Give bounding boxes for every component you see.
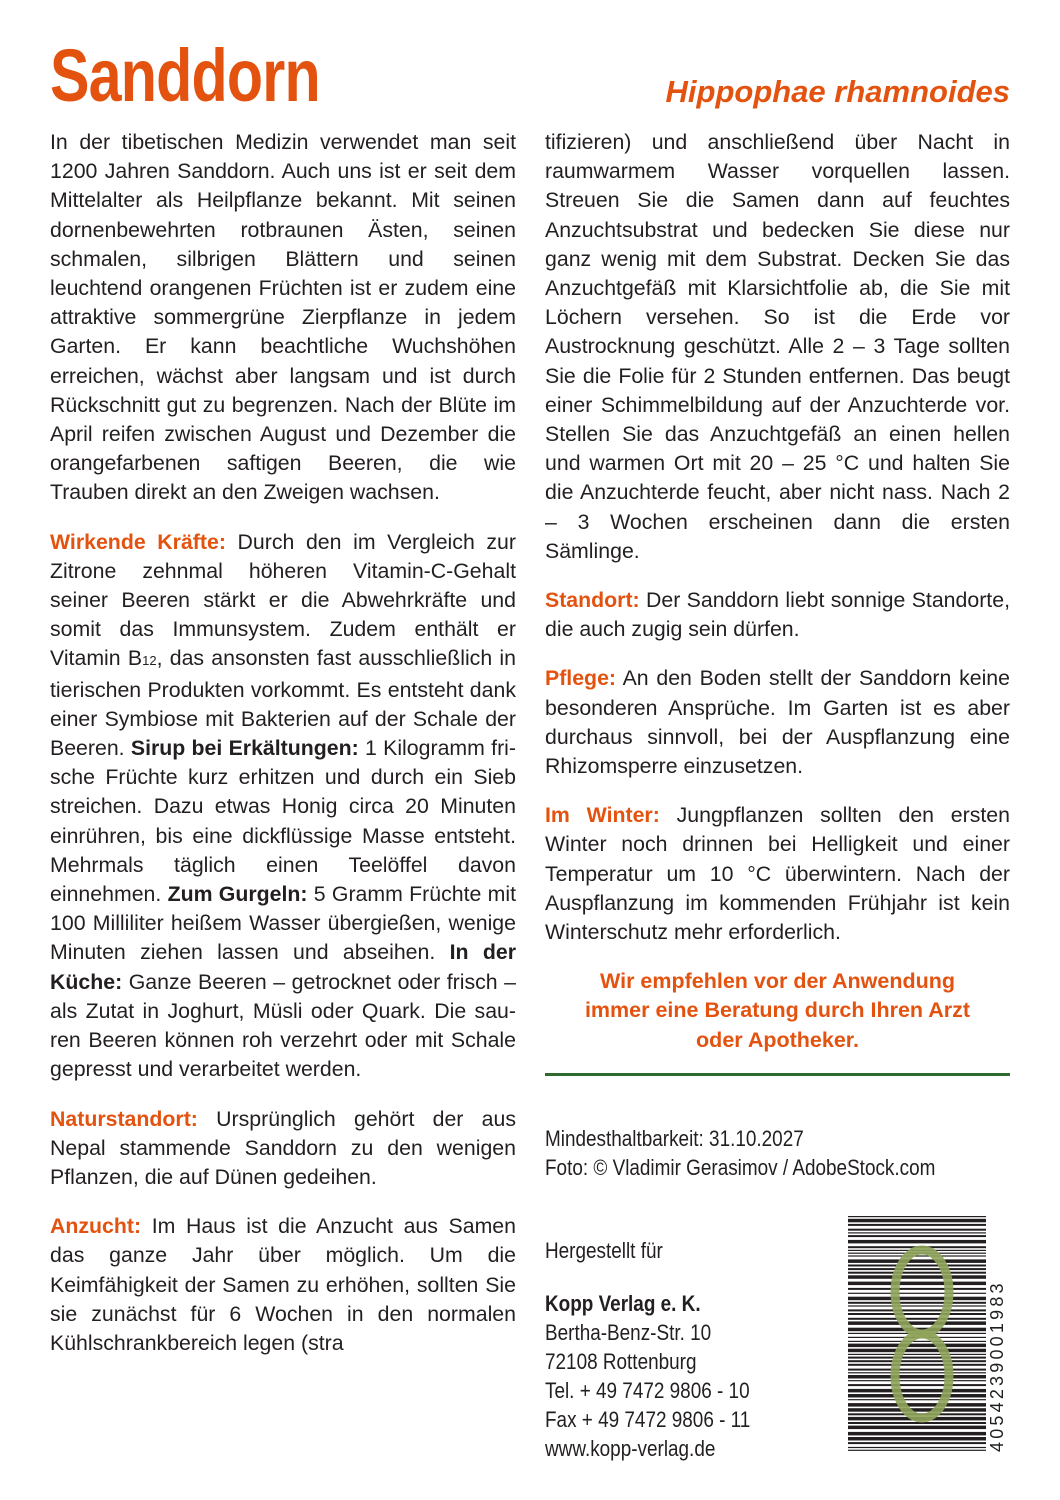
- barcode-bar: [848, 1229, 986, 1231]
- publisher-fax: Fax + 49 7472 9806 - 11: [545, 1407, 751, 1432]
- syrup-heading: Sirup bei Erkältungen:: [130, 736, 359, 761]
- barcode-bar: [848, 1297, 986, 1301]
- effects-text-cont: , das ansonsten fast ausschließlich in tierischen Produkten vorkommt. Es entsteht dank einer Symbiose mit Bakterien auf der Schale der Beeren.: [50, 646, 516, 761]
- barcode-bar: [848, 1344, 986, 1348]
- right-column: [545, 128, 1010, 1090]
- barcode-bar: [848, 1426, 986, 1430]
- habitat-text: Ursprünglich gehört der aus Nepal stammende Sanddorn zu den wenigen Pflanzen, die auf Dünen gedeihen.: [50, 1106, 516, 1189]
- barcode-bar: [848, 1265, 986, 1267]
- barcode-bar: [848, 1259, 986, 1263]
- gargle-text: 5 Gramm Früchte mit 100 Milliliter heißem Wasser übergießen, wenige Minuten ziehen lassen und abseihen.: [50, 882, 516, 965]
- barcode-bar: [848, 1282, 986, 1286]
- barcode-bar: [848, 1437, 986, 1441]
- divider-rule: [545, 1073, 1010, 1076]
- barcode-bar: [848, 1389, 986, 1393]
- barcode-number: 4054239001983: [987, 1280, 1007, 1452]
- barcode-bar: [848, 1360, 986, 1362]
- latin-name: Hippophae rhamnoides: [665, 74, 1010, 109]
- publisher-phone: Tel. + 49 7472 9806 - 10: [545, 1378, 750, 1403]
- publisher-city: 72108 Rottenburg: [545, 1349, 697, 1374]
- kitchen-text: Ganze Beeren – getrocknet oder frisch – als Zutat in Joghurt, Müsli oder Quark. Die sauren Beeren können roh verzehrt oder mit Schale gepresst und verarbeitet werden.: [50, 969, 516, 1082]
- barcode-bar: [848, 1384, 986, 1386]
- barcode-bar: [848, 1235, 986, 1237]
- barcode-bar: [848, 1288, 986, 1290]
- publisher-street: Bertha-Benz-Str. 10: [545, 1320, 712, 1345]
- cultivation-heading: Anzucht:: [50, 1214, 142, 1239]
- intro-paragraph: In der tibetischen Medizin verwendet man seit 1200 Jahren Sanddorn. Auch uns ist er seit dem Mittelalter als Heilpflanze bekannt. Mit seinen dornenbewehrten rotbraunen Ästen, seinen schmalen, silbrigen Blättern und seinen leuchtend orangenen Früchten ist er zudem eine attraktive sommergrüne Zierpflanze in jedem Garten. Er kann beachtliche Wuchshöhen erreichen, wächst aber langsam und ist durch Rückschnitt gut zu begrenzen. Nach der Blüte im April reifen zwischen August und Dezember die orangefarbenen saftigen Beeren, die wie Trauben direkt an den Zweigen wachsen.: [50, 130, 516, 505]
- barcode-bar: [848, 1318, 986, 1320]
- barcode-bar: [848, 1275, 986, 1279]
- winter-paragraph: [545, 801, 1010, 947]
- barcode-bar: [848, 1255, 986, 1256]
- habitat-heading: Naturstandort:: [50, 1106, 198, 1131]
- effects-paragraph: [50, 528, 516, 1085]
- winter-text: Jungpflanzen sollten den ersten Winter noch drinnen bei Helligkeit und einer Temperatur um 10 °C überwintern. Nach der Auspflanzung im kommenden Frühjahr ist kein Winterschutz mehr erforderlich.: [545, 803, 1010, 945]
- barcode-bar: [848, 1422, 986, 1424]
- location-text: Der Sanddorn liebt sonnige Standorte, die auch zugig sein dürfen.: [545, 588, 1010, 642]
- barcode-bar: [848, 1450, 986, 1451]
- barcode: [848, 1216, 986, 1452]
- kitchen-heading: In der Küche:: [50, 940, 516, 994]
- barcode-bar: [848, 1349, 986, 1353]
- publisher-website: www.kopp-verlag.de: [545, 1436, 716, 1461]
- advice-line: oder Apotheker.: [696, 1027, 859, 1052]
- effects-text: Durch den im Vergleich zur Zitrone zehnmal höheren Vitamin-C-Gehalt seiner Beeren stärkt er die Abwehrkräfte und somit das Immunsystem. Zudem enthält er Vitamin B: [50, 529, 516, 671]
- barcode-bar: [848, 1305, 986, 1306]
- effects-heading: Wirkende Kräfte:: [50, 529, 226, 554]
- barcode-bar: [848, 1240, 986, 1244]
- left-column: [50, 128, 516, 1378]
- barcode-bar: [848, 1357, 986, 1359]
- care-heading: Pflege:: [545, 666, 617, 691]
- barcode-bar: [848, 1219, 986, 1223]
- syrup-text: 1 Kilogramm frische Früchte kurz erhitzen und durch ein Sieb streichen. Dazu etwas Honig circa 20 Minuten einrühren, bis eine dickflüssige Masse entsteht. Mehrmals täglich einen Teelöffel davon einnehmen.: [50, 736, 516, 907]
- vitamin-subscript: 12: [142, 653, 157, 669]
- publisher-name: Kopp Verlag e. K.: [545, 1291, 701, 1316]
- advice-line: immer eine Beratung durch Ihren Arzt: [584, 998, 971, 1023]
- barcode-bar: [848, 1447, 986, 1448]
- meta-info: [545, 1124, 1009, 1182]
- barcode-bar: [848, 1309, 986, 1311]
- barcode-bar: [848, 1268, 986, 1270]
- barcode-bar: [848, 1313, 986, 1315]
- location-heading: Standort:: [545, 588, 640, 613]
- barcode-bar: [848, 1369, 986, 1371]
- barcode-bar: [848, 1380, 986, 1381]
- barcode-bar: [848, 1272, 986, 1274]
- winter-heading: Im Winter:: [545, 803, 660, 828]
- cultivation-text: Im Haus ist die Anzucht aus Samen das ganze Jahr über möglich. Um die Keimfähigkeit der Samen zu erhöhen, sollten Sie sie zunächst für 6 Wochen in den normalen Kühlschrankbereich legen (stra: [50, 1214, 516, 1355]
- best-before-date: Mindesthaltbarkeit: 31.10.2027: [545, 1126, 804, 1151]
- barcode-bar: [848, 1403, 986, 1407]
- location-paragraph: [545, 586, 1010, 644]
- photo-credit: Foto: © Vladimir Gerasimov / AdobeStock.com: [545, 1155, 936, 1180]
- barcode-bar: [848, 1293, 986, 1294]
- barcode-bar: [848, 1354, 986, 1355]
- barcode-bar: [848, 1321, 986, 1325]
- barcode-bar: [848, 1432, 986, 1436]
- barcode-bar: [848, 1224, 986, 1226]
- medical-advice: [545, 967, 1010, 1055]
- barcode-bar: [848, 1408, 986, 1412]
- page-title: Sanddorn: [50, 34, 320, 117]
- care-text: An den Boden stellt der Sanddorn keine besonderen Ansprüche. Im Garten ist es aber durchaus sinnvoll, bei der Auspflanzung eine Rhizomsperre einzusetzen.: [545, 666, 1010, 779]
- cultivation-paragraph-cont: tifizieren) und anschließend über Nacht in raumwarmem Wasser vorquellen lassen. Streuen Sie die Samen dann auf feuchtes Anzuchtsubstrat und bedecken Sie diese nur ganz wenig mit dem Substrat. Decken Sie das Anzuchtgefäß mit Klarsichtfolie ab, die Sie mit Löchern versehen. So ist die Erde vor Austrocknung geschützt. Alle 2 – 3 Tage sollten Sie die Folie für 2 Stunden entfernen. Das beugt einer Schimmelbildung auf der Anzuchterde vor. Stellen Sie das Anzuchtgefäß an einen hellen und warmen Ort mit 20 – 25 °C und halten Sie die Anzuchterde feucht, aber nicht nass. Nach 2 – 3 Wochen erscheinen dann die ersten Sämlinge.: [545, 130, 1010, 563]
- barcode-bar: [848, 1442, 986, 1444]
- made-for-label: Hergestellt für: [545, 1238, 663, 1263]
- barcode-bar: [848, 1375, 986, 1379]
- habitat-paragraph: [50, 1105, 516, 1193]
- barcode-bar: [848, 1216, 986, 1217]
- barcode-bar: [848, 1399, 986, 1400]
- advice-line: Wir empfehlen vor der Anwendung: [600, 969, 955, 994]
- care-paragraph: [545, 664, 1010, 781]
- barcode-bar: [848, 1394, 986, 1398]
- barcode-bar: [848, 1372, 986, 1373]
- cultivation-paragraph: [50, 1212, 516, 1358]
- barcode-bar: [848, 1364, 986, 1366]
- gargle-heading: Zum Gurgeln:: [167, 882, 308, 907]
- barcode-bar: [848, 1341, 986, 1342]
- barcode-bar: [848, 1302, 986, 1304]
- barcode-bar: [848, 1232, 986, 1233]
